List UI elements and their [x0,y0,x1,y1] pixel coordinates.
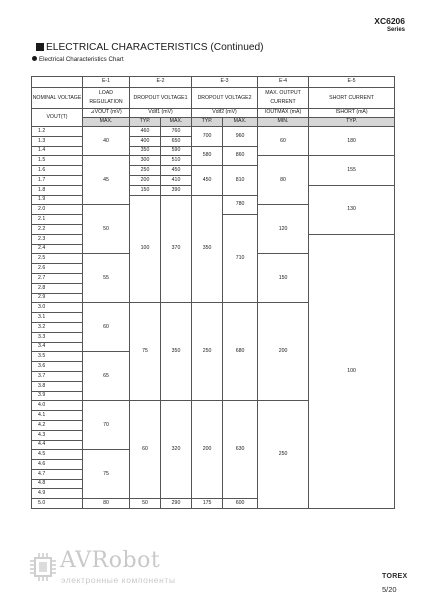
vout-cell: 4.8 [32,479,83,489]
e3-max-cell: 810 [223,166,258,195]
e5-cell: 100 [309,234,395,508]
e4-cell: 60 [258,127,309,156]
vout-cell: 3.2 [32,322,83,332]
e2-max-cell: 650 [161,136,192,146]
page-number: 5/20 [382,585,397,594]
e2-max-cell: 390 [161,185,192,195]
vout-cell: 4.1 [32,411,83,421]
vout-cell: 3.5 [32,352,83,362]
vout-cell: 3.6 [32,362,83,372]
vout-cell: 3.7 [32,371,83,381]
e2-typ-cell: 60 [130,401,161,499]
e1-cell: 55 [83,254,130,303]
e4-cell: 250 [258,401,309,509]
e3-typ-cell: 580 [192,146,223,166]
vout-cell: 1.4 [32,146,83,156]
brand-torex: TOREX [382,573,408,580]
vout-cell: 1.8 [32,185,83,195]
e3-max-cell: 600 [223,499,258,509]
vout-cell: 3.4 [32,342,83,352]
e2-max-cell: 350 [161,303,192,401]
vout-cell: 3.0 [32,303,83,313]
bullet-dot-icon [32,56,37,61]
vout-cell: 2.9 [32,293,83,303]
vout-cell: 1.5 [32,156,83,166]
section-title-text: ELECTRICAL CHARACTERISTICS (Continued) [46,42,264,53]
group-e2: E-2 [130,77,192,88]
vout-cell: 4.2 [32,420,83,430]
e3-typ-cell: 450 [192,166,223,195]
param-nominal: NOMINAL VOLTAGE [32,88,83,109]
e2-typ-cell: 250 [130,166,161,176]
vout-cell: 3.3 [32,332,83,342]
e1-cell: 50 [83,205,130,254]
col-head-e3-max: MAX. [223,118,258,127]
e1-cell: 40 [83,127,130,156]
vout-cell: 2.6 [32,264,83,274]
col-head-vout: VOUT(T) [32,109,83,127]
vout-cell: 4.4 [32,440,83,450]
table-row [32,127,395,137]
unit-e2: Vdif1 (mV) [130,109,192,118]
subtitle-text: Electrical Characteristics Chart [39,56,124,63]
e2-max-cell: 590 [161,146,192,156]
vout-cell: 2.7 [32,273,83,283]
e2-max-cell: 320 [161,401,192,499]
vout-cell: 3.8 [32,381,83,391]
e3-max-cell: 680 [223,303,258,401]
e2-typ-cell: 100 [130,195,161,303]
e2-typ-cell: 150 [130,185,161,195]
e2-max-cell: 370 [161,195,192,303]
vout-cell: 2.8 [32,283,83,293]
e5-cell: 180 [309,127,395,156]
param-e2: DROPOUT VOLTAGE1 [130,88,192,109]
e2-max-cell: 290 [161,499,192,509]
vout-cell: 1.6 [32,166,83,176]
electrical-characteristics-table [31,76,395,509]
param-e5: SHORT CURRENT [309,88,395,109]
e2-typ-cell: 50 [130,499,161,509]
unit-e1: ⊿VOUT (mV) [83,109,130,118]
e1-cell: 60 [83,303,130,352]
e5-cell: 130 [309,185,395,234]
chip-logo-icon [30,553,56,581]
vout-cell: 3.9 [32,391,83,401]
logo-tagline: электронные компоненты [61,575,176,585]
e2-max-cell: 760 [161,127,192,137]
e1-cell: 75 [83,450,130,499]
col-head-e1-max: MAX. [83,118,130,127]
e5-cell: 155 [309,156,395,185]
vout-cell: 3.1 [32,313,83,323]
header-product: XC6206 [374,16,405,26]
vout-cell: 1.2 [32,127,83,137]
section-title [36,42,264,54]
e2-typ-cell: 350 [130,146,161,156]
e2-typ-cell: 460 [130,127,161,137]
subtitle [32,56,124,64]
e2-typ-cell: 200 [130,175,161,185]
group-e4: E-4 [258,77,309,88]
e1-cell: 45 [83,156,130,205]
param-e4: MAX. OUTPUT CURRENT [258,88,309,109]
e3-max-cell: 630 [223,401,258,499]
vout-cell: 2.2 [32,224,83,234]
vout-cell: 2.4 [32,244,83,254]
header-blank-cell [32,77,83,88]
e4-cell: 150 [258,254,309,303]
unit-e5: ISHORT (mA) [309,109,395,118]
e2-typ-cell: 400 [130,136,161,146]
vout-cell: 2.0 [32,205,83,215]
unit-e3: Vdif2 (mV) [192,109,258,118]
vout-cell: 1.3 [32,136,83,146]
e4-cell: 200 [258,303,309,401]
unit-e4: IOUTMAX (mA) [258,109,309,118]
e3-typ-cell: 350 [192,195,223,303]
e3-typ-cell: 200 [192,401,223,499]
param-e1: LOAD REGULATION [83,88,130,109]
vout-cell: 2.1 [32,215,83,225]
vout-cell: 2.5 [32,254,83,264]
header-series: Series [386,27,405,33]
col-head-e2-max: MAX. [161,118,192,127]
vout-cell: 4.7 [32,469,83,479]
logo-text: AVRobot [60,548,161,573]
bullet-square-icon [36,43,44,51]
e3-max-cell: 780 [223,195,258,215]
col-head-e5-typ: TYP. [309,118,395,127]
e4-cell: 120 [258,205,309,254]
vout-cell: 4.3 [32,430,83,440]
group-e3: E-3 [192,77,258,88]
e3-typ-cell: 700 [192,127,223,147]
e2-max-cell: 510 [161,156,192,166]
e1-cell: 80 [83,499,130,509]
e2-typ-cell: 300 [130,156,161,166]
vout-cell: 4.0 [32,401,83,411]
col-head-e3-typ: TYP. [192,118,223,127]
e3-max-cell: 710 [223,215,258,303]
param-e3: DROPOUT VOLTAGE2 [192,88,258,109]
vout-cell: 2.3 [32,234,83,244]
group-e5: E-5 [309,77,395,88]
vout-cell: 5.0 [32,499,83,509]
e2-max-cell: 410 [161,175,192,185]
vout-cell: 4.5 [32,450,83,460]
e1-cell: 70 [83,401,130,450]
vout-cell: 4.6 [32,460,83,470]
e2-typ-cell: 75 [130,303,161,401]
e3-max-cell: 860 [223,146,258,166]
col-head-e4-min: MIN. [258,118,309,127]
e3-typ-cell: 250 [192,303,223,401]
e3-max-cell: 960 [223,127,258,147]
vout-cell: 4.9 [32,489,83,499]
col-head-e2-typ: TYP. [130,118,161,127]
e3-typ-cell: 175 [192,499,223,509]
vout-cell: 1.9 [32,195,83,205]
e4-cell: 80 [258,156,309,205]
group-e1: E-1 [83,77,130,88]
e2-max-cell: 450 [161,166,192,176]
vout-cell: 1.7 [32,175,83,185]
e1-cell: 65 [83,352,130,401]
